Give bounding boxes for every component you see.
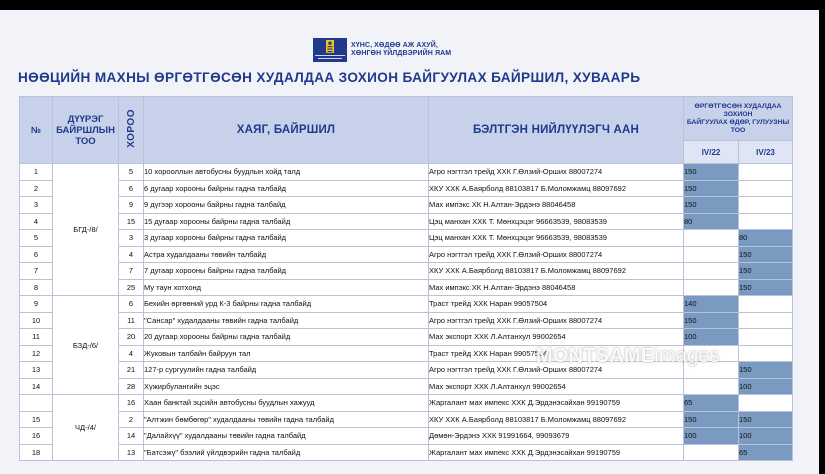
ministry-header [313,38,451,62]
supplier-cell: Жаргалант мах импекс ХХК Д.Эрдэнэсайхан 99190759 [429,395,684,412]
quantity-iv-22: 100 [684,329,739,346]
quantity-iv-23 [739,345,793,362]
header-date-iv-23: IV/23 [739,141,793,164]
schedule-table [19,96,793,461]
address-cell: Астра худалдааны төвийн талбайд [144,246,429,263]
quantity-iv-23 [739,329,793,346]
row-number: 9 [20,296,53,313]
supplier-cell: ХКУ ХХК А.Баярболд 88103817 Б.Моломжамц 88097692 [429,411,684,428]
ministry-line-1: ХҮНС, ХӨДӨӨ АЖ АХУЙ, [351,41,438,49]
header-trade-days [684,97,793,141]
header-trade-days-line-1: ӨРГӨТГӨСӨН ХУДАЛДАА ЗОХИОН [694,102,782,118]
quantity-iv-23: 150 [739,279,793,296]
quantity-iv-23: 150 [739,263,793,280]
quantity-iv-22: 150 [684,312,739,329]
khoroo-cell: 16 [119,395,144,412]
header-date-iv-22: IV/22 [684,141,739,164]
address-cell: "Батсэжү" бээлий үйлдвэрийн гадна талбайд [144,444,429,461]
supplier-cell: Траст трейд ХХК Наран 99057504 [429,296,684,313]
row-number: 3 [20,197,53,214]
quantity-iv-23: 65 [739,444,793,461]
ministry-line-2: ХӨНГӨН ҮЙЛДВЭРИЙН ЯАМ [351,50,452,57]
supplier-cell: Мах экспорт ХХК Л.Алтанхул 99002654 [429,329,684,346]
row-number: 15 [20,411,53,428]
page-title: НӨӨЦИЙН МАХНЫ ӨРГӨТГӨСӨН ХУДАЛДАА ЗОХИОН БАЙГУУЛАХ БАЙРШИЛ, ХУВААРЬ [18,70,641,85]
table-row [20,263,793,280]
row-number [20,395,53,412]
supplier-cell: Цэц манхан ХХК Т. Мөнхцэцэг 96663539, 98083539 [429,230,684,247]
header-district [53,97,119,164]
address-cell: "Алтжин бөмбөгөр" худалдааны төвийн гадна талбайд [144,411,429,428]
district-cell: БЗД-/6/ [53,296,119,395]
address-cell: 20 дугаар хорооны байрны гадна талбайд [144,329,429,346]
address-cell: 127-р сургуулийн гадна талбайд [144,362,429,379]
top-black-bar [0,0,825,10]
khoroo-cell: 7 [119,263,144,280]
address-cell: 15 дугаар хорооны байрны гадна талбайд [144,213,429,230]
khoroo-cell: 5 [119,164,144,181]
khoroo-cell: 6 [119,180,144,197]
row-number: 11 [20,329,53,346]
quantity-iv-22: 150 [684,180,739,197]
khoroo-cell: 14 [119,428,144,445]
row-number: 18 [20,444,53,461]
khoroo-cell: 3 [119,230,144,247]
row-number: 8 [20,279,53,296]
address-cell: Жуковын талбайн байруун тал [144,345,429,362]
khoroo-cell: 11 [119,312,144,329]
address-cell: 3 дугаар хорооны байрны гадна талбайд [144,230,429,247]
address-cell: 9 дүгээр хорооны байрны гадна талбайд [144,197,429,214]
header-address: ХАЯГ, БАЙРШИЛ [144,97,429,164]
quantity-iv-22: 150 [684,411,739,428]
quantity-iv-22 [684,378,739,395]
table-header [20,97,793,164]
quantity-iv-22: 150 [684,197,739,214]
ministry-emblem-icon [313,38,347,62]
quantity-iv-22 [684,279,739,296]
quantity-iv-23: 80 [739,230,793,247]
header-trade-days-line-2: БАЙГУУЛАХ ӨДӨР, ГУЛУУЗНЫ ТОО [686,118,790,134]
table-row [20,279,793,296]
quantity-iv-23 [739,213,793,230]
table-row [20,378,793,395]
quantity-iv-23 [739,312,793,329]
watermark-bold: MONTSAME [536,345,655,367]
quantity-iv-23: 100 [739,378,793,395]
table-body [20,164,793,461]
district-cell: БГД-/8/ [53,164,119,296]
khoroo-cell: 15 [119,213,144,230]
address-cell: 6 дугаар хорооны байрны гадна талбайд [144,180,429,197]
table-row [20,395,793,412]
row-number: 14 [20,378,53,395]
header-district-line-3: ТОО [75,135,96,147]
quantity-iv-22 [684,230,739,247]
supplier-cell: Агро нэгтгэл трейд ХХК Г.Өлзий-Орших 88007274 [429,246,684,263]
khoroo-cell: 13 [119,444,144,461]
address-cell: Хүжирбулангийн эцэс [144,378,429,395]
khoroo-cell: 4 [119,345,144,362]
quantity-iv-23: 150 [739,362,793,379]
quantity-iv-22: 80 [684,213,739,230]
table-row [20,444,793,461]
supplier-cell: Мах экспорт ХХК Л.Алтанхул 99002654 [429,378,684,395]
address-cell: 7 дугаар хорооны байрны гадна талбайд [144,263,429,280]
table-row [20,428,793,445]
quantity-iv-23 [739,296,793,313]
supplier-cell: Агро нэгтгэл трейд ХХК Г.Өлзий-Орших 88007274 [429,362,684,379]
address-cell: Му таун хотхонд [144,279,429,296]
table-row [20,411,793,428]
quantity-iv-23 [739,164,793,181]
quantity-iv-23: 100 [739,428,793,445]
supplier-cell: Агро нэгтгэл трейд ХХК Г.Өлзий-Орших 88007274 [429,312,684,329]
khoroo-cell: 9 [119,197,144,214]
table-row [20,296,793,313]
row-number: 10 [20,312,53,329]
supplier-cell: Траст трейд ХХК Наран 99057504 [429,345,684,362]
quantity-iv-22 [684,444,739,461]
quantity-iv-22: 65 [684,395,739,412]
address-cell: "Сансар" худалдааны төвийн гадна талбайд [144,312,429,329]
table-row [20,197,793,214]
table-row [20,312,793,329]
supplier-cell: Дөмөн-Эрдэнэ ХХК 91991664, 99093679 [429,428,684,445]
khoroo-cell: 21 [119,362,144,379]
address-cell: Хаан банктай эцсийн автобусны буудлын хажууд [144,395,429,412]
quantity-iv-23 [739,197,793,214]
khoroo-cell: 28 [119,378,144,395]
address-cell: 10 хорооллын автобусны буудлын хойд талд [144,164,429,181]
ministry-name [351,42,451,59]
table-row [20,230,793,247]
supplier-cell: ХКУ ХХК А.Баярболд 88103817 Б.Моломжамц 88097692 [429,180,684,197]
row-number: 6 [20,246,53,263]
quantity-iv-22: 150 [684,164,739,181]
header-district-line-1: ДҮҮРЭГ [67,113,104,125]
supplier-cell: Мах импэкс ХК Н.Алтан-Эрдэнэ 88046458 [429,197,684,214]
quantity-iv-23 [739,395,793,412]
table-row [20,213,793,230]
supplier-cell: Мах импэкс ХК Н.Алтан-Эрдэнэ 88046458 [429,279,684,296]
header-district-line-2: БАЙРШЛЫН [56,124,115,136]
supplier-cell: Агро нэгтгэл трейд ХХК Г.Өлзий-Орших 88007274 [429,164,684,181]
row-number: 4 [20,213,53,230]
header-supplier: БЭЛТГЭН НИЙЛҮҮЛЭГЧ ААН [429,97,684,164]
right-black-bar [819,0,825,474]
watermark-thin: images [654,345,720,367]
row-number: 1 [20,164,53,181]
row-number: 7 [20,263,53,280]
quantity-iv-22 [684,246,739,263]
row-number: 16 [20,428,53,445]
header-khoroo [119,97,144,164]
district-cell: ЧД-/4/ [53,395,119,461]
supplier-cell: Жаргалант мах импекс ХХК Д.Эрдэнэсайхан 99190759 [429,444,684,461]
quantity-iv-23: 150 [739,246,793,263]
address-cell: Бехийн өргөөний урд К-3 байрны гадна талбайд [144,296,429,313]
khoroo-cell: 25 [119,279,144,296]
table-row [20,246,793,263]
table-row [20,164,793,181]
row-number: 5 [20,230,53,247]
quantity-iv-23: 150 [739,411,793,428]
quantity-iv-22: 100 [684,428,739,445]
khoroo-cell: 4 [119,246,144,263]
row-number: 13 [20,362,53,379]
quantity-iv-23 [739,180,793,197]
header-khoroo-label: ХОРОО [125,109,137,148]
row-number: 12 [20,345,53,362]
khoroo-cell: 2 [119,411,144,428]
table-row [20,180,793,197]
montsame-watermark [536,345,720,368]
header-number: № [20,97,53,164]
khoroo-cell: 6 [119,296,144,313]
quantity-iv-22: 140 [684,296,739,313]
table-row [20,329,793,346]
supplier-cell: ХКУ ХХК А.Баярболд 88103817 Б.Моломжамц 88097692 [429,263,684,280]
address-cell: "Далайхүү" худалдааны төвийн гадна талбайд [144,428,429,445]
row-number: 2 [20,180,53,197]
khoroo-cell: 20 [119,329,144,346]
supplier-cell: Цэц манхан ХХК Т. Мөнхцэцэг 96663539, 98083539 [429,213,684,230]
quantity-iv-22 [684,263,739,280]
